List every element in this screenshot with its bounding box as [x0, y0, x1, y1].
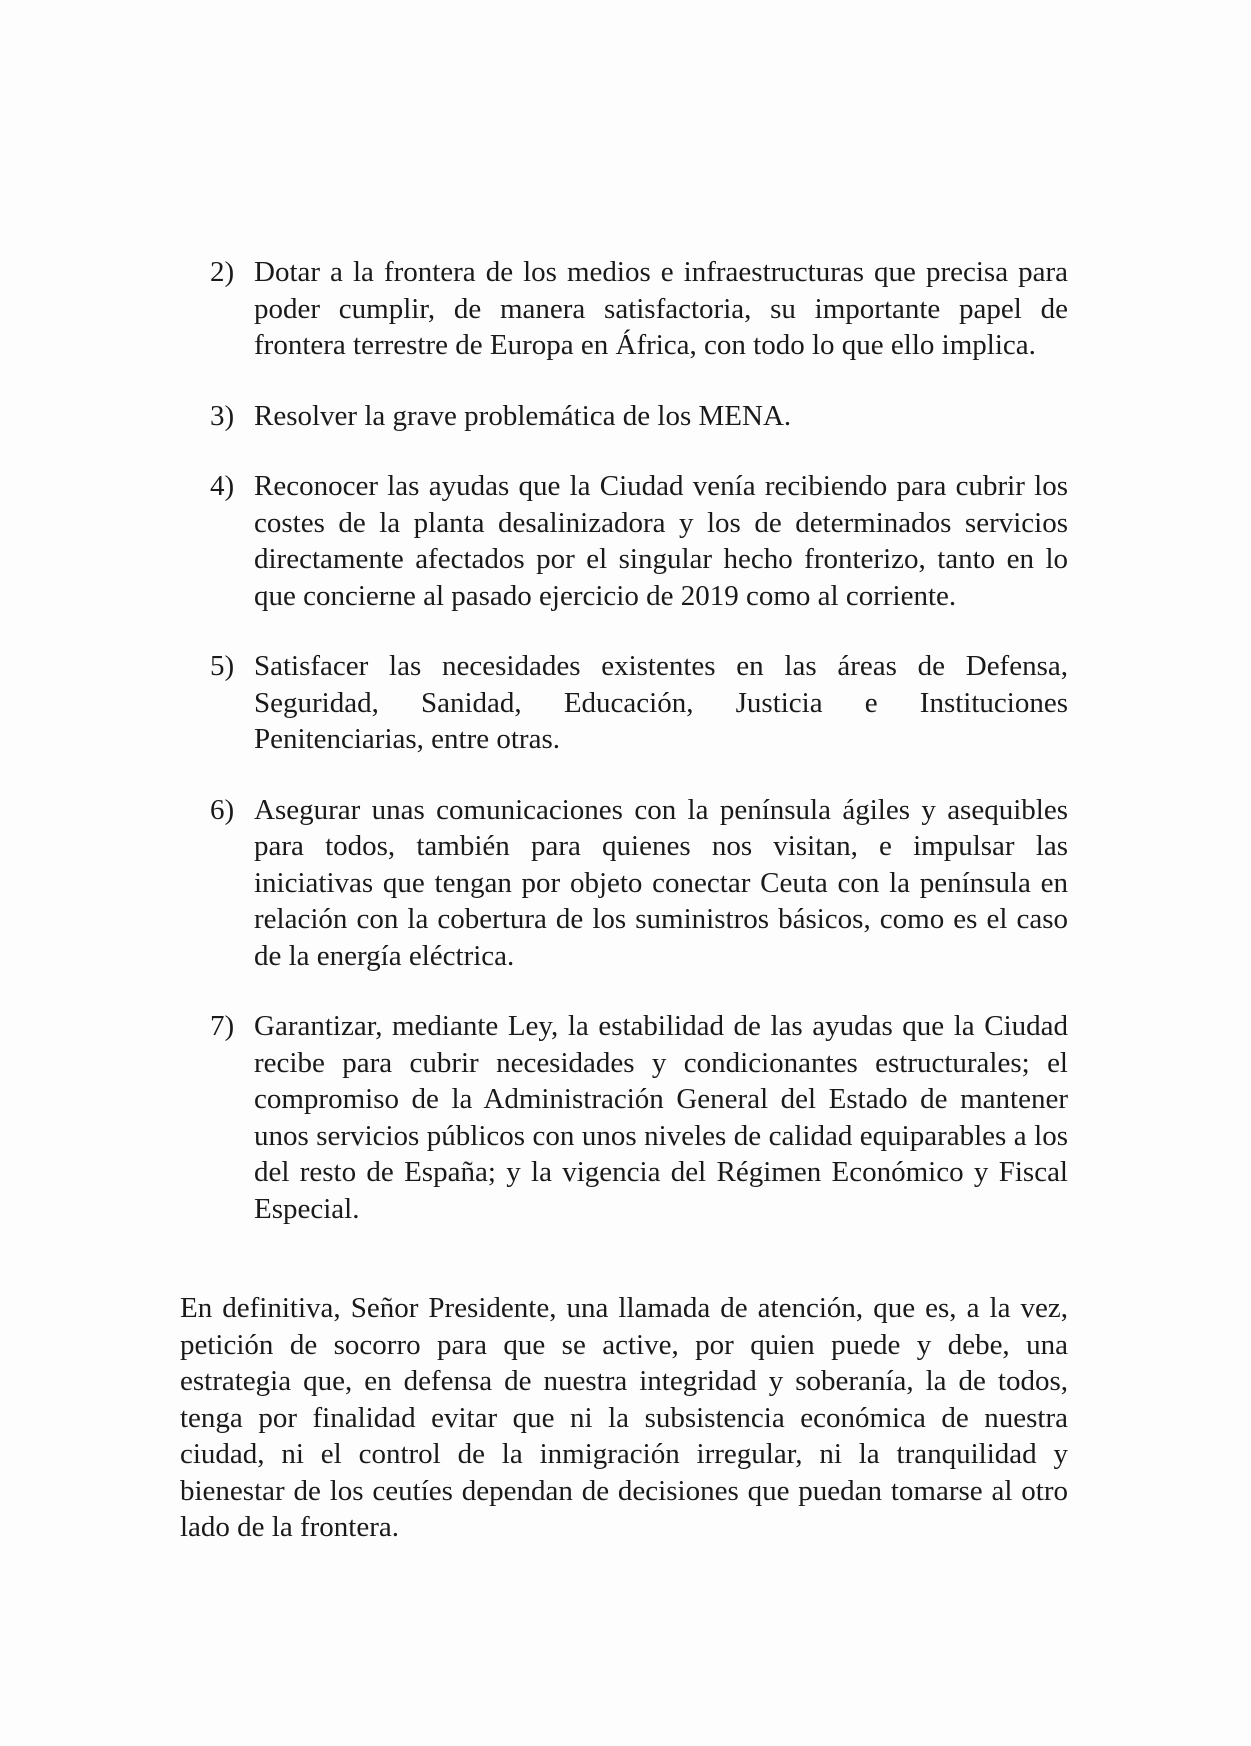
- conclusion-paragraph: En definitiva, Señor Presidente, una llamada de atención, que es, a la vez, petición de socorro para que se active, por quien puede y debe, una estrategia que, en defensa de nuestra integridad y soberanía, la de todos, tenga por finalidad evitar que ni la subsistencia económica de nuestra ciudad, ni el control de la inmigración irregular, ni la tranquilidad y bienestar de los ceutíes dependan de decisiones que puedan tomarse al otro lado de la frontera.: [180, 1292, 1068, 1543]
- item-text: Garantizar, mediante Ley, la estabilidad de las ayudas que la Ciudad recibe para cubrir necesidades y condicionantes estructurales; el compromiso de la Administración General del Estado de mantener unos servicios públicos con unos niveles de calidad equiparables a los del resto de España; y la vigencia del Régimen Económico y Fiscal Especial.: [254, 1010, 1068, 1225]
- item-number: 2): [210, 256, 235, 288]
- item-number: 3): [210, 399, 235, 432]
- item-number: 7): [210, 1010, 235, 1042]
- item-text: Reconocer las ayudas que la Ciudad venía recibiendo para cubrir los costes de la planta desalinizadora y los de determinados servicios directamente afectados por el singular hecho fronterizo, tanto en lo que concierne al pasado ejercicio de 2019 como al corriente.: [254, 470, 1068, 612]
- list-item-5: [210, 648, 1068, 758]
- item-number: 6): [210, 793, 235, 826]
- item-text: Asegurar unas comunicaciones con la península ágiles y asequibles para todos, también para quienes nos visitan, e impulsar las iniciativas que tengan por objeto conectar Ceuta con la península en relación con la cobertura de los suministros básicos, como es el caso de la energía eléctrica.: [254, 793, 1068, 972]
- item-number: 5): [210, 650, 235, 682]
- item-number: 4): [210, 470, 235, 502]
- list-item-3: [210, 398, 1068, 435]
- list-item-2: [210, 254, 1068, 364]
- item-text: Dotar a la frontera de los medios e infraestructuras que precisa para poder cumplir, de manera satisfactoria, su importante papel de frontera terrestre de Europa en África, con todo lo que ello implica.: [254, 256, 1068, 361]
- list-item-4: [210, 468, 1068, 614]
- item-text: Satisfacer las necesidades existentes en las áreas de Defensa, Seguridad, Sanidad, Educación, Justicia e Instituciones Penitenciarias, entre otras.: [254, 650, 1068, 755]
- list-item-6: [210, 792, 1068, 975]
- numbered-list: [210, 254, 1068, 1261]
- list-item-7: [210, 1008, 1068, 1227]
- item-text: Resolver la grave problemática de los MENA.: [254, 399, 792, 432]
